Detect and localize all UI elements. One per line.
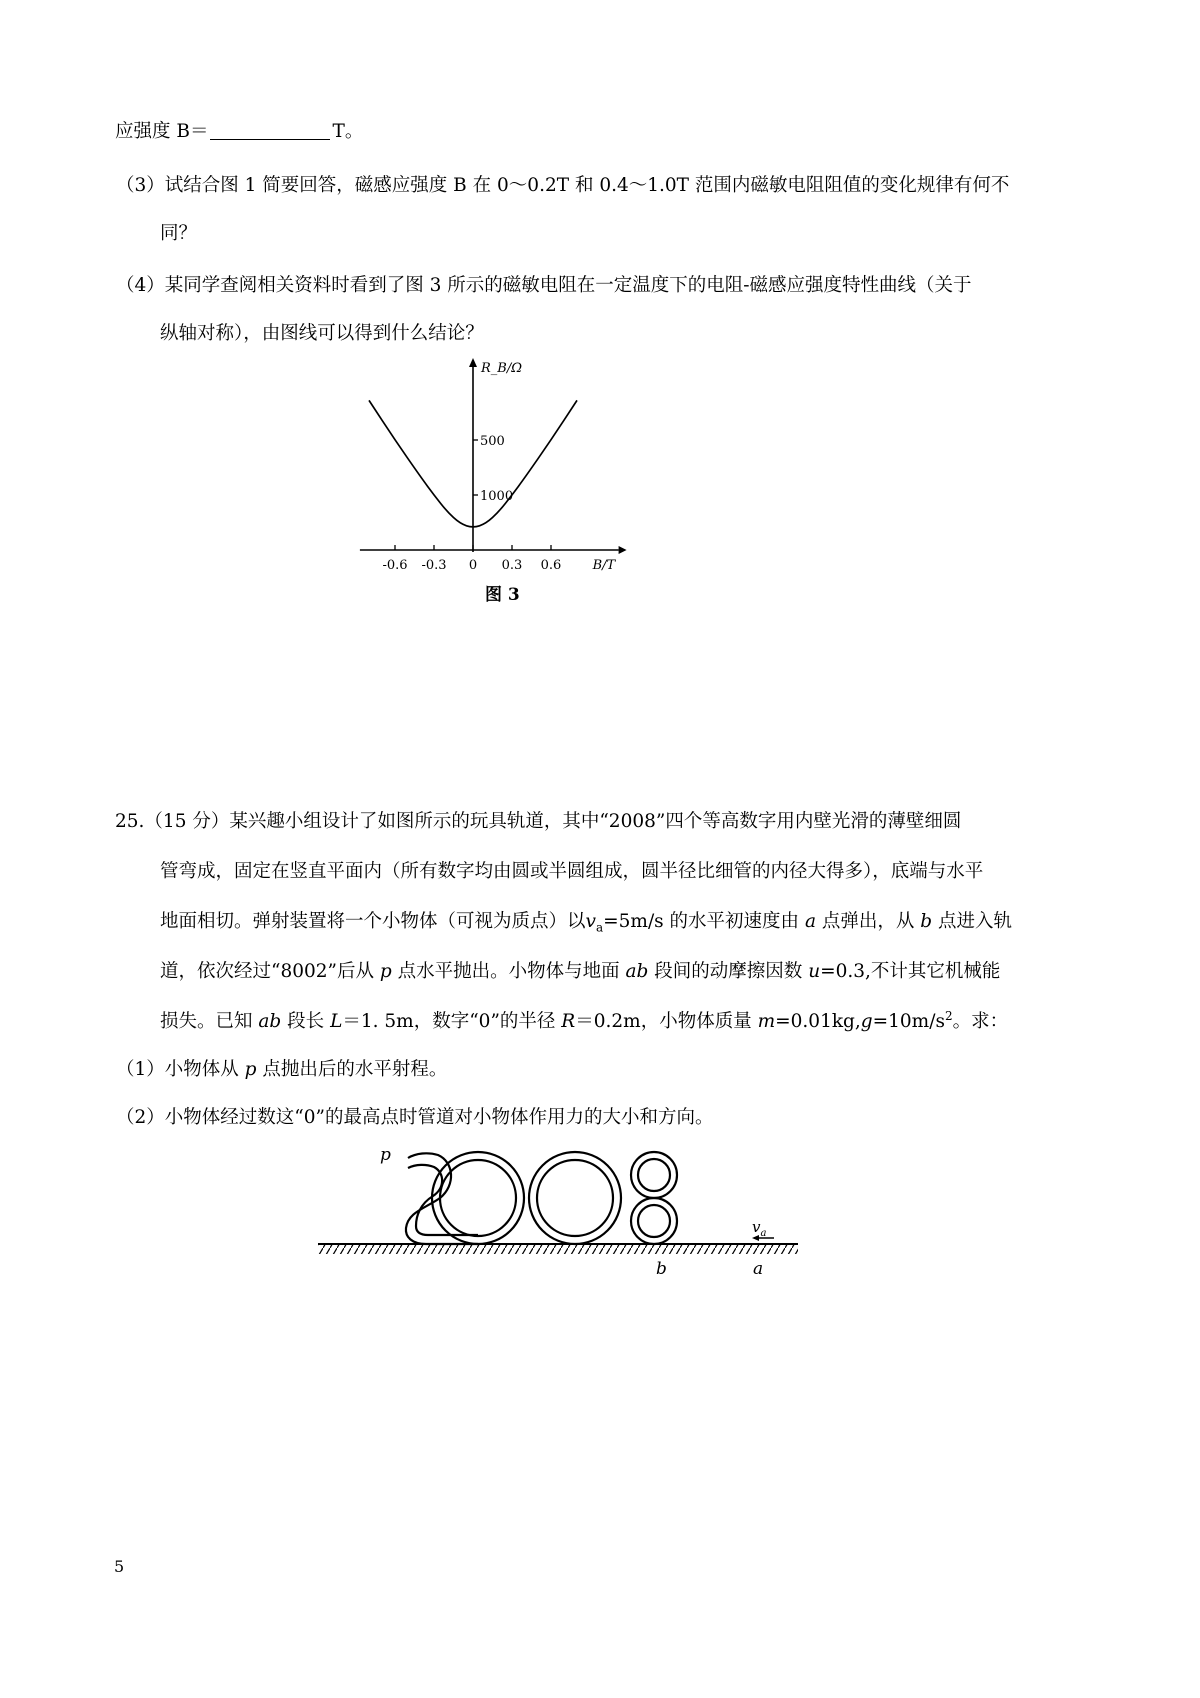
- symbol-ab: ab: [258, 1011, 282, 1032]
- text: 点进入轨: [938, 911, 1013, 932]
- symbol-a: a: [804, 911, 816, 932]
- text: =10m/s: [872, 1011, 945, 1032]
- label-v-sub: a: [760, 1228, 767, 1239]
- digit-0-track-right: [529, 1152, 621, 1244]
- text: T。: [332, 121, 364, 142]
- y-tick-label: 500: [480, 434, 505, 449]
- symbol-b: b: [920, 911, 933, 932]
- symbol-p: p: [379, 961, 392, 982]
- x-tick-label: 0: [468, 558, 478, 573]
- text: （1）小物体从: [116, 1059, 239, 1080]
- label-b: b: [656, 1259, 667, 1279]
- question-25-line-2: 管弯成，固定在竖直平面内（所有数字均由圆或半圆组成，圆半径比细管的内径大得多），底端与水平: [160, 861, 984, 882]
- digit-8-track: [631, 1152, 677, 1244]
- digit-0-track-left: [432, 1152, 524, 1244]
- text: 段长: [287, 1011, 325, 1032]
- symbol-ab: ab: [625, 961, 649, 982]
- page-number: 5: [114, 1557, 125, 1576]
- text: 点水平抛出。小物体与地面: [397, 961, 620, 982]
- symbol-u: u: [808, 961, 821, 982]
- symbol-p: p: [244, 1059, 257, 1080]
- text: 段间的动摩擦因数: [654, 961, 803, 982]
- label-p: p: [380, 1145, 391, 1165]
- question-25-line-1: 25.（15 分）某兴趣小组设计了如图所示的玩具轨道，其中“2008”四个等高数字用内壁光滑的薄壁细圆: [115, 811, 962, 832]
- y-axis-arrowhead: [469, 358, 477, 367]
- figure-3-chart: [382, 358, 725, 608]
- x-axis-label: B/T: [592, 558, 616, 573]
- answer-line-b: [115, 118, 363, 146]
- text: =0.01kg,: [775, 1011, 861, 1032]
- label-v: [752, 1218, 766, 1239]
- track-2008-figure: [316, 1140, 836, 1290]
- symbol-R: R: [561, 1011, 576, 1032]
- x-axis-arrowhead: [619, 546, 627, 554]
- text: 点弹出，从: [821, 911, 915, 932]
- text: 点抛出后的水平射程。: [262, 1059, 448, 1080]
- text: ＝0.2m，小物体质量: [575, 1011, 752, 1032]
- question-3-line-1: （3）试结合图 1 简要回答，磁感应强度 B 在 0～0.2T 和 0.4～1.0T 范围内磁敏电阻阻值的变化规律有何不: [116, 175, 1010, 196]
- question-3-line-2: 同？: [160, 223, 198, 244]
- text: 道，依次经过“8002”后从: [160, 961, 374, 982]
- x-tick-label: 0.6: [540, 558, 562, 573]
- text: =0.3,不计其它机械能: [820, 961, 1001, 982]
- text: 损失。已知: [160, 1011, 253, 1032]
- symbol-L: L: [330, 1011, 343, 1032]
- label-v-main: v: [752, 1218, 761, 1236]
- symbol-sub-a: a: [595, 920, 604, 935]
- text: 应强度 B＝: [115, 121, 209, 142]
- question-4-line-1: （4）某同学查阅相关资料时看到了图 3 所示的磁敏电阻在一定温度下的电阻-磁感应强度特性曲线（关于: [116, 275, 972, 296]
- digit-2-track: [406, 1153, 478, 1244]
- question-25-line-3: [160, 908, 1012, 936]
- question-25-line-4: [160, 958, 1000, 986]
- question-25-line-5: [160, 1008, 1008, 1036]
- text: ＝1. 5m，数字“0”的半径: [342, 1011, 556, 1032]
- figure-3-caption: 图 3: [485, 585, 520, 605]
- text: 。求：: [952, 1011, 1009, 1032]
- question-4-line-2: 纵轴对称），由图线可以得到什么结论？: [160, 323, 484, 344]
- symbol-m: m: [757, 1011, 776, 1032]
- text: =5m/s 的水平初速度由: [603, 911, 800, 932]
- ground-hatching: [318, 1244, 798, 1254]
- superscript-2: 2: [944, 1008, 953, 1023]
- symbol-v: v: [585, 911, 596, 932]
- y-tick-label: 1000: [480, 489, 514, 504]
- x-tick-label: -0.3: [421, 558, 447, 573]
- text: 地面相切。弹射装置将一个小物体（可视为质点）以: [160, 911, 586, 932]
- label-a: a: [753, 1259, 764, 1279]
- question-25-sub-1: [116, 1056, 447, 1084]
- symbol-g: g: [860, 1011, 873, 1032]
- question-25-sub-2: （2）小物体经过数这“0”的最高点时管道对小物体作用力的大小和方向。: [116, 1107, 714, 1128]
- answer-blank: [210, 121, 330, 140]
- y-axis-label: R_B/Ω: [481, 361, 522, 376]
- x-tick-label: -0.6: [382, 558, 408, 573]
- x-tick-label: 0.3: [501, 558, 523, 573]
